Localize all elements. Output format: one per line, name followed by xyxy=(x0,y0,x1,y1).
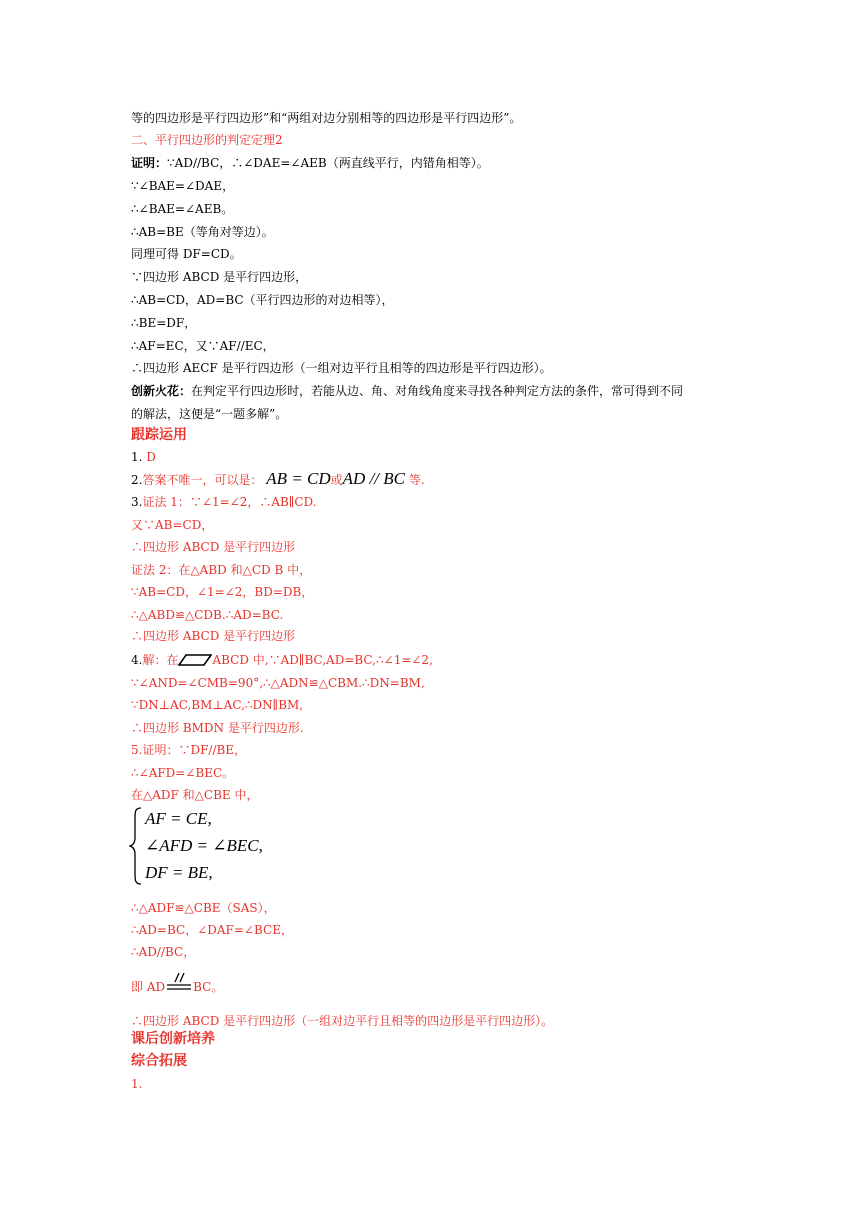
proof-line: ∴AF=EC，又∵AF//EC， xyxy=(131,339,275,353)
answer-line: ∵AB=CD，∠1=∠2，BD=DB， xyxy=(131,585,314,599)
answer-line: ∴四边形 ABCD 是平行四边形（一组对边平行且相等的四边形是平行四边形）。 xyxy=(131,1014,554,1028)
answer-number: 4. xyxy=(131,653,143,667)
answer-line: ∴四边形 BMDN 是平行四边形. xyxy=(131,721,304,735)
section-heading-extension: 综合拓展 xyxy=(131,1053,187,1069)
answer-number: 3. xyxy=(131,495,143,509)
insight-label: 创新火花： xyxy=(131,384,192,398)
proof-line: ∴∠BAE=∠AEB。 xyxy=(131,202,234,216)
answer-line: ∴四边形 ABCD 是平行四边形 xyxy=(131,540,296,554)
answer-number: 2. xyxy=(131,473,143,487)
answer-line: ∴∠AFD=∠BEC。 xyxy=(131,766,235,780)
parallel-equal-symbol xyxy=(165,978,193,994)
question-number: 1. xyxy=(131,1077,143,1091)
answer-line: ∴AD//BC， xyxy=(131,945,196,959)
answer-line: ∴四边形 ABCD 是平行四边形 xyxy=(131,629,296,643)
answer-number: 1. xyxy=(131,450,147,464)
left-brace-symbol xyxy=(129,806,143,886)
answer-line: ∵∠AND=∠CMB=90°,∴△ADN≌△CBM.∴DN=BM, xyxy=(131,676,425,690)
equation-row: AF = CE, xyxy=(145,809,212,828)
proof-line: ∵∠BAE=∠DAE， xyxy=(131,179,235,193)
math-expression: AD // BC xyxy=(342,469,406,488)
answer-line: ∴△ADF≌△CBE（SAS）， xyxy=(131,901,276,915)
insight-line xyxy=(131,383,683,399)
proof-line xyxy=(131,155,489,171)
answer-3 xyxy=(131,494,317,510)
answer-text: 答案不唯一，可以是： xyxy=(142,473,263,487)
answer-4 xyxy=(131,652,433,668)
answer-text: 即 AD xyxy=(131,980,166,994)
proof-line: ∴BE=DF， xyxy=(131,316,197,330)
math-expression: AB = CD xyxy=(266,469,331,488)
answer-line xyxy=(131,978,223,995)
section-heading-2: 二、平行四边形的判定定理2 xyxy=(131,133,283,147)
answer-line: ∴△ABD≌△CDB.∴AD=BC. xyxy=(131,608,284,622)
proof-label: 证明： xyxy=(131,156,168,170)
proof-line: ∴四边形 AECF 是平行四边形（一组对边平行且相等的四边形是平行四边形）。 xyxy=(131,361,552,375)
proof-line: ∴AB=CD，AD=BC（平行四边形的对边相等）， xyxy=(131,293,394,307)
text-line: 等的四边形是平行四边形”和“两组对边分别相等的四边形是平行四边形”。 xyxy=(131,111,522,125)
answer-1 xyxy=(131,449,156,465)
insight-text: 在判定平行四边形时，若能从边、角、对角线角度来寻找各种判定方法的条件，常可得到不同 xyxy=(191,384,684,398)
answer-text: 证法 1：∵∠1=∠2，∴AB∥CD. xyxy=(142,495,317,509)
answer-2 xyxy=(131,468,425,491)
answer-text: BC。 xyxy=(193,980,224,994)
proof-line: ∵四边形 ABCD 是平行四边形， xyxy=(131,270,308,284)
answer-text: 解：在 xyxy=(142,653,179,667)
answer-text: 或 xyxy=(330,473,343,487)
answer-5-line: 5.证明：∵DF//BE， xyxy=(131,743,247,757)
equation-row: DF = BE, xyxy=(145,863,213,882)
answer-text: ABCD 中,∵AD∥BC,AD=BC,∴∠1=∠2, xyxy=(212,653,433,667)
insight-line: 的解法，这便是“一题多解”。 xyxy=(131,407,288,421)
proof-text: ∵AD//BC，∴∠DAE=∠AEB（两直线平行，内错角相等）。 xyxy=(167,156,489,170)
parallelogram-icon xyxy=(178,654,212,666)
answer-text: D xyxy=(146,450,156,464)
answer-line: 又∵AB=CD， xyxy=(131,518,214,532)
section-heading-after-class: 课后创新培养 xyxy=(131,1031,215,1047)
section-heading-tracking: 跟踪运用 xyxy=(131,427,187,443)
answer-line: ∴AD=BC，∠DAF=∠BCE， xyxy=(131,923,293,937)
answer-text: 等. xyxy=(408,473,425,487)
equation-row: ∠AFD = ∠BEC, xyxy=(145,836,263,855)
proof-line: ∴AB=BE（等角对等边）。 xyxy=(131,225,274,239)
equation-system xyxy=(129,806,299,886)
answer-line: ∵DN⊥AC,BM⊥AC,∴DN∥BM, xyxy=(131,698,304,712)
proof-line: 同理可得 DF=CD。 xyxy=(131,247,242,261)
answer-line: 证法 2：在△ABD 和△CD B 中， xyxy=(131,563,312,577)
answer-line: 在△ADF 和△CBE 中， xyxy=(131,788,259,802)
